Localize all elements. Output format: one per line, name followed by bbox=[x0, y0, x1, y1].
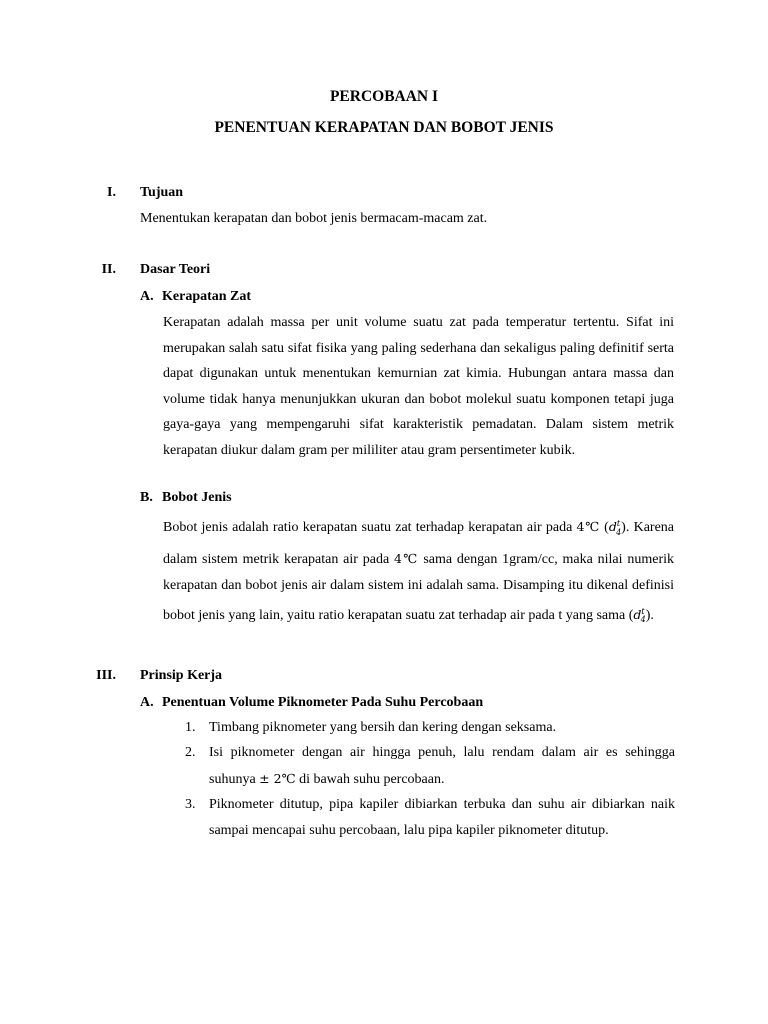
section-3-number: III. bbox=[96, 668, 116, 683]
subsection-2a-title: Kerapatan Zat bbox=[162, 289, 252, 304]
subsection-3a-letter: A. bbox=[140, 695, 154, 710]
subsection-2a-letter: A. bbox=[140, 289, 154, 304]
bobot-text-4: ). bbox=[645, 607, 654, 623]
doc-title: PERCOBAAN I bbox=[329, 88, 439, 105]
doc-subtitle: PENENTUAN KERAPATAN DAN BOBOT JENIS bbox=[214, 119, 554, 136]
subsection-2a-paragraph: Kerapatan adalah massa per unit volume suatu zat pada temperatur tertentu. Sifat ini merupakan salah satu sifat fisika yang paling sederhana dan sekaligus paling definitif serta dapat digunakan untuk menentukan kemurnian zat kimia. Hubungan antara massa dan volume tidak hanya menunjukkan ukuran dan bobot molekul suatu komponen tetapi juga gaya-gaya yang mempengaruhi sifat karakteristik pemadatan. Dalam sistem metrik kerapatan diukur dalam gram per mililiter atau gram persentimeter kubik. bbox=[163, 315, 674, 458]
density-symbol-2: $d^t_4$ bbox=[633, 606, 646, 625]
step-1-number: 1. bbox=[185, 720, 196, 735]
step-2-math: ± 2℃ bbox=[259, 771, 296, 786]
bobot-text-1: Bobot jenis adalah ratio kerapatan suatu zat terhadap kerapatan air pada bbox=[163, 520, 577, 536]
step-1-text: Timbang piknometer yang bersih dan kering dengan seksama. bbox=[209, 720, 557, 735]
subsection-3a-title: Penentuan Volume Piknometer Pada Suhu Percobaan bbox=[162, 695, 484, 710]
temp-4c-2: 4℃ bbox=[393, 550, 419, 566]
temp-4c-1: 4℃ bbox=[576, 519, 600, 535]
step-3 bbox=[185, 792, 675, 844]
section-2-number: II. bbox=[101, 262, 116, 277]
step-1 bbox=[185, 715, 675, 741]
bobot-text-2: . Karena dalam sistem metrik kerapatan air pada bbox=[163, 520, 674, 567]
subsection-2b-letter: B. bbox=[140, 490, 153, 505]
section-3-heading: Prinsip Kerja bbox=[140, 668, 223, 683]
step-2-number: 2. bbox=[185, 745, 196, 760]
bobot-text-3: sama dengan 1gram/cc, maka nilai numerik kerapatan dan bobot jenis air dalam sistem ini adalah sama. Disamping itu dikenal definisi bobot jenis yang lain, yaitu ratio kerapatan suatu zat terhadap air pada t yang sama ( bbox=[163, 551, 674, 623]
subsection-2b-paragraph: Bobot jenis adalah ratio kerapatan suatu zat terhadap kerapatan air pada 4℃ $(d^t_4)$. Karena dalam sistem metrik kerapatan air pada 4℃ sama dengan 1gram/cc, maka nilai numerik kerapatan dan bobot jenis air dalam sistem ini adalah sama. Disamping itu dikenal definisi bobot jenis yang lain, yaitu ratio kerapatan suatu zat terhadap air pada t yang sama $(d^t_4)$. bbox=[163, 519, 674, 625]
step-2-text-part1: Isi piknometer dengan air hingga penuh, lalu rendam dalam air es sehingga suhunya bbox=[209, 745, 675, 787]
section-1-heading: Tujuan bbox=[140, 185, 184, 200]
section-1-text: Menentukan kerapatan dan bobot jenis bermacam-macam zat. bbox=[140, 211, 488, 226]
step-2-text bbox=[209, 740, 675, 793]
density-symbol-1: $d^t_4$ bbox=[608, 519, 622, 537]
section-1-number: I. bbox=[107, 185, 116, 200]
step-2 bbox=[185, 740, 675, 793]
step-3-number: 3. bbox=[185, 797, 196, 812]
subsection-2a-heading bbox=[140, 289, 251, 305]
section-2-heading: Dasar Teori bbox=[140, 262, 211, 277]
subsection-3a-heading bbox=[140, 695, 483, 711]
subsection-2b-heading bbox=[140, 490, 232, 506]
step-3-text: Piknometer ditutup, pipa kapiler dibiarkan terbuka dan suhu air dibiarkan naik sampai mencapai suhu percobaan, lalu pipa kapiler piknometer ditutup. bbox=[209, 797, 675, 838]
step-2-text-part2: di bawah suhu percobaan. bbox=[295, 772, 445, 787]
subsection-2b-title: Bobot Jenis bbox=[162, 490, 232, 505]
